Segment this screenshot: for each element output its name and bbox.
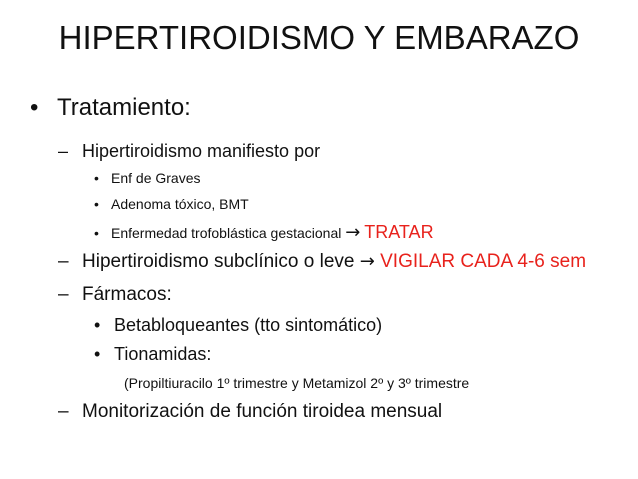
item-text: Betabloqueantes (tto sintomático) [114, 315, 383, 335]
item-text: Adenoma tóxico, BMT [111, 196, 249, 212]
subitem-graves [94, 170, 201, 186]
subitem-tionamidas [94, 344, 211, 365]
action-tratar: TRATAR [364, 222, 434, 242]
item-text: Hipertiroidismo manifiesto por [82, 141, 321, 161]
dash-icon: – [58, 401, 69, 422]
tionamidas-note: (Propiltiuracilo 1º trimestre y Metamizol 2º y 3º trimestre [124, 375, 470, 391]
bullet-text: Tratamiento: [57, 94, 191, 121]
arrow-right-icon: → [345, 222, 361, 243]
subitem-betabloqueantes [94, 315, 382, 336]
dash-icon: – [58, 284, 69, 305]
bullet-icon: • [30, 94, 39, 121]
subitem-adenoma [94, 196, 249, 212]
dash-icon: – [58, 141, 69, 161]
slide-title: HIPERTIROIDISMO Y EMBARAZO [58, 19, 580, 56]
dash-item-manifiesto [58, 141, 320, 162]
dash-item-subclinico [58, 251, 586, 273]
item-text: Tionamidas: [114, 344, 212, 364]
subitem-trofoblastica [94, 222, 434, 243]
action-vigilar: VIGILAR CADA 4-6 sem [380, 251, 587, 272]
bullet-icon: • [94, 225, 99, 241]
arrow-right-icon: → [359, 251, 375, 272]
bullet-icon: • [94, 315, 101, 335]
bullet-icon: • [94, 196, 99, 212]
bullet-icon: • [94, 170, 99, 186]
dash-icon: – [58, 251, 69, 272]
item-text: Enf de Graves [111, 170, 201, 186]
dash-item-farmacos [58, 284, 172, 306]
item-text: Hipertiroidismo subclínico o leve [82, 251, 355, 272]
dash-item-monitorizacion [58, 401, 442, 423]
bullet-tratamiento [30, 94, 191, 122]
item-text: Enfermedad trofoblástica gestacional [111, 225, 342, 241]
bullet-icon: • [94, 344, 101, 364]
item-text: Monitorización de función tiroidea mensual [82, 401, 443, 422]
item-text: Fármacos: [82, 284, 172, 305]
